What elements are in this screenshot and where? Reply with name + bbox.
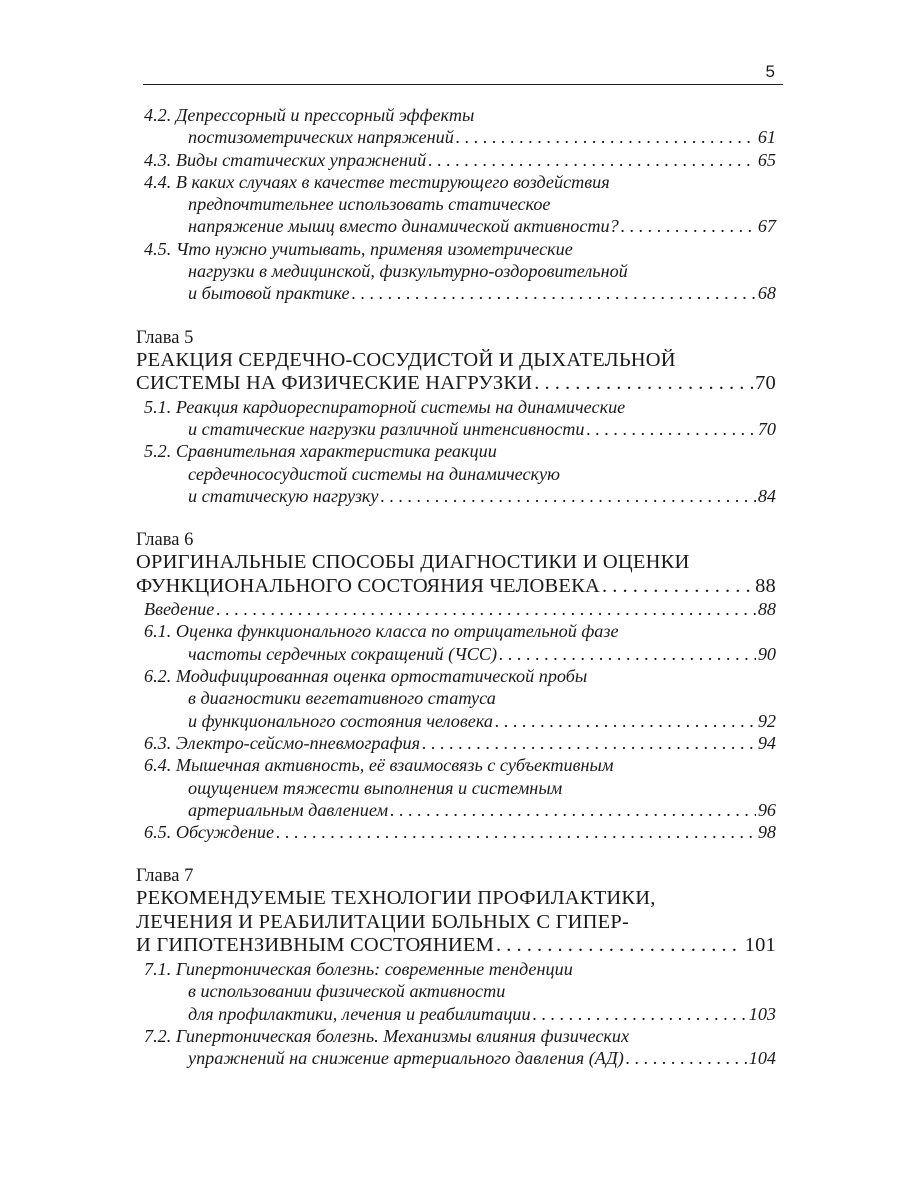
toc-entry-line bbox=[144, 643, 776, 665]
toc-entry-text: для профилактики, лечения и реабилитации bbox=[188, 1003, 531, 1024]
toc-page-number: 92 bbox=[757, 710, 776, 731]
toc-entry bbox=[144, 598, 776, 620]
chapter-title bbox=[136, 887, 776, 958]
toc-entry-text-wrap bbox=[188, 643, 497, 665]
toc-entry-line bbox=[144, 620, 776, 642]
dot-leader bbox=[495, 710, 756, 732]
toc-entry-line bbox=[144, 732, 776, 754]
toc-entry-line bbox=[144, 1025, 776, 1047]
toc-page-number: 61 bbox=[757, 127, 776, 148]
toc-entry-line bbox=[144, 777, 776, 799]
toc-entry-line bbox=[144, 238, 776, 260]
toc-page-number: 88 bbox=[757, 599, 776, 620]
toc-page-number: 98 bbox=[757, 822, 776, 843]
toc-page-number: 88 bbox=[755, 574, 776, 597]
toc-entry-text: Депрессорный и прессорный эффекты bbox=[175, 105, 475, 125]
chapter-title-line: ОРИГИНАЛЬНЫЕ СПОСОБЫ ДИАГНОСТИКИ И ОЦЕНКИ bbox=[136, 551, 690, 574]
toc-entry-text: Виды статических упражнений bbox=[175, 149, 427, 170]
toc-entry-line bbox=[144, 215, 776, 237]
toc-entry-text-wrap bbox=[188, 1047, 624, 1069]
toc-entry-text-wrap bbox=[188, 710, 493, 732]
toc-entry-text: и функционального состояния человека bbox=[188, 710, 494, 731]
toc-entry-number: 4.5. bbox=[144, 238, 172, 259]
toc-entry-line bbox=[144, 260, 776, 282]
toc-entry-text-wrap bbox=[144, 598, 214, 620]
toc-entry-text: и статические нагрузки различной интенсивности bbox=[188, 418, 585, 439]
toc-entry-text-wrap bbox=[188, 418, 584, 440]
toc-entry-text-wrap bbox=[144, 732, 420, 754]
toc-page-number: 84 bbox=[757, 485, 776, 506]
toc-entry-line bbox=[144, 463, 776, 485]
chapter-title-line bbox=[136, 934, 776, 958]
toc-page-number: 67 bbox=[757, 216, 776, 237]
toc-entry-line bbox=[144, 799, 776, 821]
toc-entry-text: В каких случаях в качестве тестирующего воздействия bbox=[175, 171, 610, 192]
toc-entry-text: Обсуждение bbox=[175, 822, 275, 843]
toc-entry-line bbox=[144, 754, 776, 776]
toc-page-number: 68 bbox=[757, 283, 776, 304]
toc-entry-text: ощущением тяжести выполнения и системным bbox=[188, 777, 563, 798]
chapter-block bbox=[136, 865, 776, 1069]
toc-page-number: 70 bbox=[757, 418, 776, 439]
dot-leader bbox=[586, 418, 755, 440]
toc-entry-line bbox=[144, 1003, 776, 1025]
dot-leader bbox=[422, 732, 756, 754]
toc-entry-line bbox=[144, 418, 776, 440]
toc-entry-text-wrap bbox=[188, 1003, 531, 1025]
chapter-title bbox=[136, 551, 776, 598]
dot-leader bbox=[352, 282, 756, 304]
dot-leader bbox=[456, 126, 756, 148]
toc-entry-number: 4.4. bbox=[144, 171, 172, 192]
dot-leader bbox=[276, 821, 756, 843]
toc-entry bbox=[144, 821, 776, 843]
table-of-contents bbox=[136, 104, 776, 1069]
toc-entry-text: Гипертоническая болезнь. Механизмы влияния физических bbox=[175, 1025, 630, 1046]
toc-entry bbox=[144, 754, 776, 821]
toc-entry-text: сердечнососудистой системы на динамическую bbox=[188, 463, 560, 484]
toc-entry-text-wrap bbox=[188, 215, 619, 237]
dot-leader bbox=[626, 1047, 747, 1069]
toc-entry-line bbox=[144, 282, 776, 304]
toc-entry-text: Что нужно учитывать, применяя изометрические bbox=[175, 238, 573, 259]
toc-page-number: 103 bbox=[748, 1003, 776, 1024]
toc-entry-number: 6.5. bbox=[144, 822, 172, 843]
toc-page-number: 65 bbox=[757, 149, 776, 170]
toc-page-number: 96 bbox=[757, 799, 776, 820]
page-number: 5 bbox=[765, 62, 775, 81]
toc-entry-text: напряжение мышц вместо динамической активности? bbox=[188, 216, 619, 237]
toc-entry bbox=[144, 238, 776, 305]
toc-entry-number: 7.1. bbox=[144, 958, 172, 979]
chapter-title-line: ЛЕЧЕНИЯ И РЕАБИЛИТАЦИИ БОЛЬНЫХ С ГИПЕР- bbox=[136, 910, 629, 933]
dot-leader bbox=[534, 372, 753, 396]
dot-leader bbox=[621, 215, 756, 237]
toc-entry-text-wrap bbox=[188, 126, 454, 148]
toc-entry-number: 4.3. bbox=[144, 149, 172, 170]
toc-entry-line bbox=[144, 104, 776, 126]
toc-entry-line bbox=[144, 440, 776, 462]
toc-entry bbox=[144, 665, 776, 732]
chapter-title-line: РЕКОМЕНДУЕМЫЕ ТЕХНОЛОГИИ ПРОФИЛАКТИКИ, bbox=[136, 887, 656, 910]
chapter-block bbox=[136, 327, 776, 507]
toc-entry-text: Реакция кардиореспираторной системы на динамические bbox=[175, 396, 626, 417]
chapter-block bbox=[136, 529, 776, 843]
chapter-title bbox=[136, 349, 776, 396]
toc-entry-text: Электро-сейсмо-пневмография bbox=[175, 732, 421, 753]
toc-entry-text: Сравнительная характеристика реакции bbox=[175, 441, 497, 462]
toc-entry-number: 4.2. bbox=[144, 105, 172, 125]
toc-page-number: 101 bbox=[744, 934, 776, 957]
dot-leader bbox=[496, 934, 743, 958]
toc-entry bbox=[144, 620, 776, 665]
chapter-title-text: СИСТЕМЫ НА ФИЗИЧЕСКИЕ НАГРУЗКИ bbox=[136, 372, 533, 395]
toc-entry bbox=[144, 396, 776, 441]
toc-entry-line bbox=[144, 710, 776, 732]
chapter-label: Глава 7 bbox=[136, 866, 194, 887]
toc-entry-text: Оценка функционального класса по отрицательной фазе bbox=[175, 621, 619, 642]
dot-leader bbox=[428, 149, 756, 171]
toc-entry-text: и бытовой практике bbox=[188, 283, 350, 304]
toc-entry-line bbox=[144, 171, 776, 193]
toc-entry-number: 5.1. bbox=[144, 396, 172, 417]
toc-entry-number: 6.3. bbox=[144, 732, 172, 753]
chapter-title-line bbox=[136, 372, 776, 396]
toc-entry-line bbox=[144, 958, 776, 980]
toc-entry-text: упражнений на снижение артериального давления (АД) bbox=[188, 1048, 624, 1069]
toc-entry-number: 6.2. bbox=[144, 666, 172, 687]
toc-entry-text: нагрузки в медицинской, физкультурно-оздоровительной bbox=[188, 261, 628, 282]
toc-entry-number: 5.2. bbox=[144, 441, 172, 462]
dot-leader bbox=[216, 598, 756, 620]
toc-entry-number: 6.1. bbox=[144, 621, 172, 642]
toc-entry-line bbox=[144, 687, 776, 709]
toc-entry bbox=[144, 104, 776, 149]
toc-entry bbox=[144, 732, 776, 754]
toc-entry-line bbox=[144, 980, 776, 1002]
toc-entry bbox=[144, 958, 776, 1025]
toc-entry-text: Введение bbox=[144, 599, 215, 620]
chapter-title-text: И ГИПОТЕНЗИВНЫМ СОСТОЯНИЕМ bbox=[136, 934, 495, 957]
toc-page-number: 70 bbox=[755, 372, 776, 395]
chapter-title-line bbox=[136, 575, 776, 599]
toc-entry-number: 7.2. bbox=[144, 1025, 172, 1046]
toc-entry-text: артериальным давлением bbox=[188, 799, 389, 820]
toc-entry-text: частоты сердечных сокращений (ЧСС) bbox=[188, 643, 498, 664]
toc-entry-line bbox=[144, 485, 776, 507]
toc-entry-line bbox=[144, 126, 776, 148]
chapter-label: Глава 6 bbox=[136, 530, 194, 551]
toc-entry bbox=[144, 149, 776, 171]
toc-entry-number: 6.4. bbox=[144, 755, 172, 776]
toc-entry bbox=[144, 1025, 776, 1070]
toc-entry-text-wrap bbox=[188, 485, 379, 507]
toc-entry-text: предпочтительнее использовать статическое bbox=[188, 194, 551, 215]
toc-page-number: 94 bbox=[757, 732, 776, 753]
chapter-title-text: ФУНКЦИОНАЛЬНОГО СОСТОЯНИЯ ЧЕЛОВЕКА bbox=[136, 574, 601, 597]
toc-entry-text-wrap bbox=[188, 799, 388, 821]
dot-leader bbox=[602, 575, 753, 599]
toc-entry-text: и статическую нагрузку bbox=[188, 485, 379, 506]
toc-entry-text: Мышечная активность, её взаимосвязь с субъективным bbox=[175, 755, 614, 776]
toc-entry-text: в использовании физической активности bbox=[188, 981, 506, 1002]
dot-leader bbox=[499, 643, 756, 665]
toc-entry bbox=[144, 171, 776, 238]
toc-entry-text: Модифицированная оценка ортостатической пробы bbox=[175, 666, 588, 687]
toc-entry-line bbox=[144, 598, 776, 620]
toc-entry-line bbox=[144, 149, 776, 171]
toc-entry-text-wrap bbox=[188, 282, 350, 304]
toc-entry-line bbox=[144, 665, 776, 687]
dot-leader bbox=[381, 485, 756, 507]
dot-leader bbox=[390, 799, 756, 821]
toc-entry bbox=[144, 440, 776, 507]
toc-entry-text: Гипертоническая болезнь: современные тенденции bbox=[175, 958, 573, 979]
toc-entry-line bbox=[144, 821, 776, 843]
toc-page-number: 90 bbox=[757, 643, 776, 664]
toc-entry-text: в диагностики вегетативного статуса bbox=[188, 688, 496, 709]
toc-entry-text-wrap bbox=[144, 821, 274, 843]
toc-entry-text-wrap bbox=[144, 149, 426, 171]
toc-entry-line bbox=[144, 1047, 776, 1069]
toc-entry-line bbox=[144, 193, 776, 215]
chapter-title-line: РЕАКЦИЯ СЕРДЕЧНО-СОСУДИСТОЙ И ДЫХАТЕЛЬНОЙ bbox=[136, 348, 676, 371]
toc-page-number: 104 bbox=[748, 1048, 776, 1069]
dot-leader bbox=[533, 1003, 747, 1025]
toc-entry-line bbox=[144, 396, 776, 418]
chapter-label: Глава 5 bbox=[136, 327, 194, 348]
header-rule bbox=[143, 84, 783, 85]
toc-entry-text: постизометрических напряжений bbox=[188, 127, 454, 148]
